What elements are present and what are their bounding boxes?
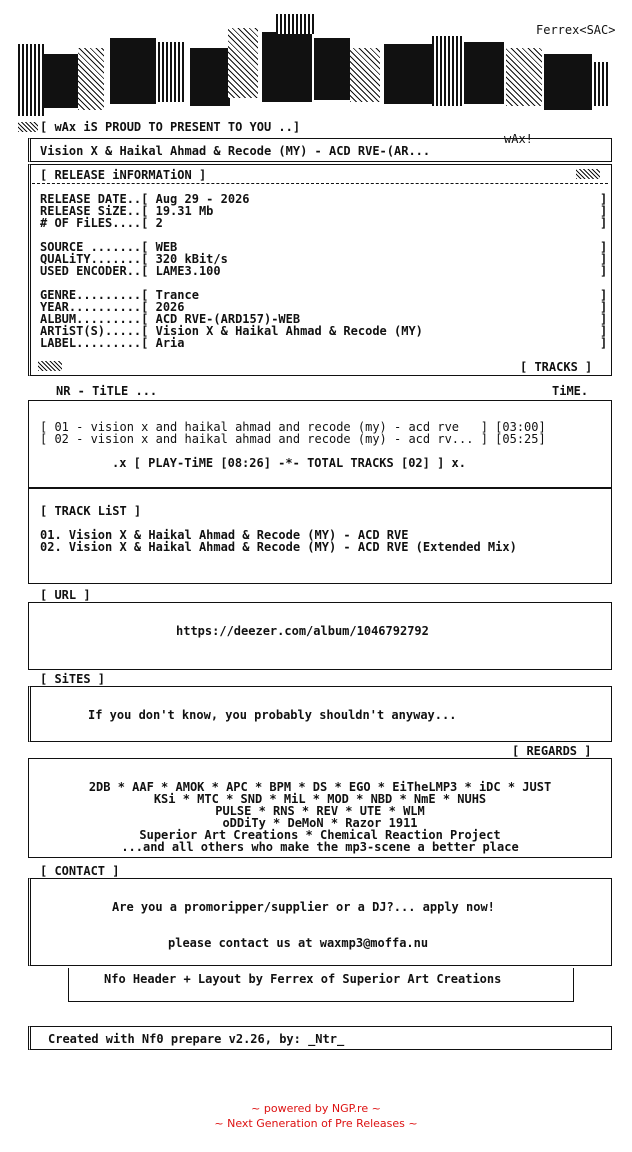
regards-line: oDDiTy * DeMoN * Razor 1911 <box>222 816 418 830</box>
release-info-label: ALBUM.........[ <box>40 312 156 326</box>
release-info-label: RELEASE SiZE..[ <box>40 204 156 218</box>
tracks-col-time: TiME. <box>552 384 589 398</box>
release-info-value: Aria <box>155 336 185 350</box>
bracket-close: ] <box>600 204 608 218</box>
regards-line: KSi * MTC * SND * MiL * MOD * NBD * NmE * NUHS <box>153 792 487 806</box>
release-info-value: 320 kBit/s <box>155 252 228 266</box>
bracket-close: ] <box>600 252 608 266</box>
regards-line: PULSE * RNS * REV * UTE * WLM <box>215 804 425 818</box>
hatch-decoration <box>18 122 38 132</box>
release-info-label: # OF FiLES....[ <box>40 216 156 230</box>
tracks-summary: .x [ PLAY-TiME [08:26] -*- TOTAL TRACKS [02] ] x. <box>112 456 467 470</box>
release-info-value: Aug 29 - 2026 <box>155 192 250 206</box>
release-info-value: 2 <box>155 216 163 230</box>
release-info-label: USED ENCODER..[ <box>40 264 156 278</box>
release-info-value: LAME3.100 <box>155 264 221 278</box>
contact-heading: [ CONTACT ] <box>40 864 120 878</box>
url-heading: [ URL ] <box>40 588 91 602</box>
sites-text: If you don't know, you probably shouldn't anyway... <box>88 708 457 722</box>
bracket-close: ] <box>600 312 608 326</box>
track-row: [ 01 - vision x and haikal ahmad and recode (my) - acd rve ] [03:00] <box>40 420 546 434</box>
contact-line: Are you a promoripper/supplier or a DJ?... apply now! <box>112 900 495 914</box>
release-info-label: QUALiTY.......[ <box>40 252 156 266</box>
bracket-close: ] <box>600 288 608 302</box>
release-info-value: Trance <box>155 288 199 302</box>
release-info-label: ARTiST(S).....[ <box>40 324 156 338</box>
release-info-label: GENRE.........[ <box>40 288 156 302</box>
release-info-value: 19.31 Mb <box>155 204 214 218</box>
bracket-close: ] <box>600 216 608 230</box>
track-list-heading: [ TRACK LiST ] <box>40 504 142 518</box>
tracks-heading: [ TRACKS ] <box>520 360 593 374</box>
artist-tag: Ferrex<SAC> <box>536 23 616 37</box>
regards-line: 2DB * AAF * AMOK * APC * BPM * DS * EGO * EiTheLMP3 * iDC * JUST <box>88 780 552 794</box>
release-info-value: 2026 <box>155 300 185 314</box>
release-title: Vision X & Haikal Ahmad & Recode (MY) - ACD RVE-(AR... <box>40 144 431 158</box>
release-info-label: SOURCE .......[ <box>40 240 156 254</box>
release-info-value: WEB <box>155 240 178 254</box>
release-info-value: Vision X & Haikal Ahmad & Recode (MY) <box>155 324 423 338</box>
track-list-item: 01. Vision X & Haikal Ahmad & Recode (MY) - ACD RVE <box>40 528 409 542</box>
track-list-item: 02. Vision X & Haikal Ahmad & Recode (MY) - ACD RVE (Extended Mix) <box>40 540 517 554</box>
track-row: [ 02 - vision x and haikal ahmad and recode (my) - acd rv... ] [05:25] <box>40 432 546 446</box>
bracket-close: ] <box>600 192 608 206</box>
release-info-label: RELEASE DATE..[ <box>40 192 156 206</box>
wax-logo-art <box>14 8 614 120</box>
album-url-link[interactable]: https://deezer.com/album/1046792792 <box>176 624 429 638</box>
powered-by-text: ~ powered by NGP.re ~ <box>251 1102 381 1115</box>
created-credit: Created with Nf0 prepare v2.26, by: _Ntr_ <box>48 1032 345 1046</box>
bracket-close: ] <box>600 300 608 314</box>
regards-line: ...and all others who make the mp3-scene a better place <box>121 840 519 854</box>
footer-tagline: ~ Next Generation of Pre Releases ~ <box>214 1117 418 1130</box>
release-info-value: ACD RVE-(ARD157)-WEB <box>155 312 301 326</box>
regards-line: Superior Art Creations * Chemical Reaction Project <box>139 828 501 842</box>
release-info-row <box>40 265 221 277</box>
group-tag: wAx! <box>504 132 533 146</box>
regards-heading: [ REGARDS ] <box>512 744 592 758</box>
bracket-close: ] <box>600 240 608 254</box>
intro-text: [ wAx iS PROUD TO PRESENT TO YOU ..] <box>40 120 301 134</box>
layout-credit: Nfo Header + Layout by Ferrex of Superior Art Creations <box>104 972 502 986</box>
bracket-close: ] <box>600 264 608 278</box>
bracket-close: ] <box>600 324 608 338</box>
contact-email[interactable]: please contact us at waxmp3@moffa.nu <box>168 936 429 950</box>
contact-box <box>28 878 612 966</box>
hatch-decoration <box>38 361 62 371</box>
sites-heading: [ SiTES ] <box>40 672 106 686</box>
release-info-label: LABEL.........[ <box>40 336 156 350</box>
release-info-label: YEAR..........[ <box>40 300 156 314</box>
release-info-row <box>40 217 163 229</box>
release-info-row <box>40 337 185 349</box>
release-info-heading: [ RELEASE iNFORMATiON ] <box>40 168 207 182</box>
bracket-close: ] <box>600 336 608 350</box>
tracks-col-title: NR - TiTLE ... <box>56 384 158 398</box>
